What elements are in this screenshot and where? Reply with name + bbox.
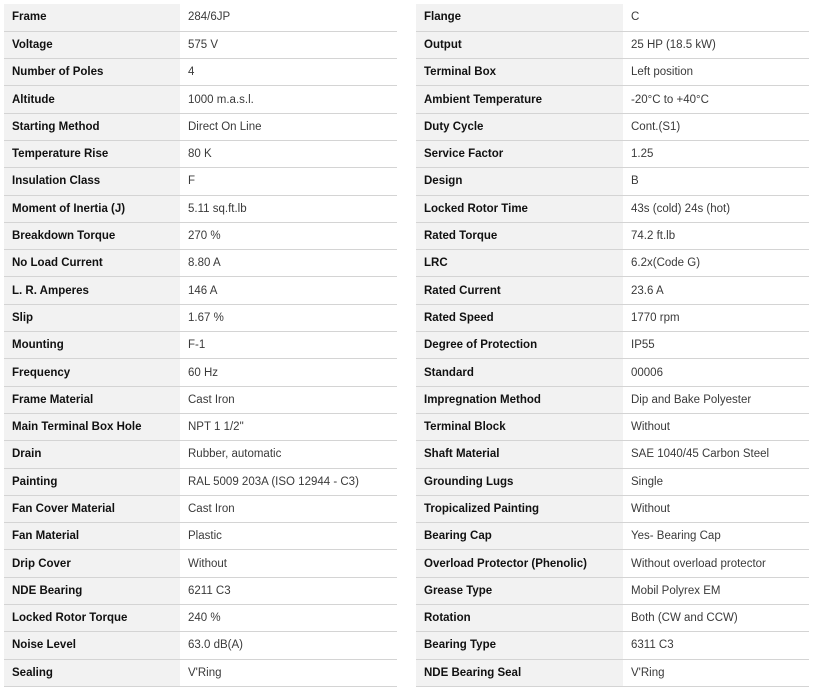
spec-label: Main Terminal Box Hole — [4, 413, 180, 440]
spec-row — [416, 523, 809, 550]
spec-label: Breakdown Torque — [4, 222, 180, 249]
spec-row — [4, 31, 397, 58]
spec-label: Grounding Lugs — [416, 468, 623, 495]
left-spec-table-body — [4, 4, 397, 686]
left-spec-column — [4, 4, 397, 687]
spec-value: Cast Iron — [180, 495, 397, 522]
spec-row — [416, 4, 809, 31]
spec-row — [416, 195, 809, 222]
spec-value: Rubber, automatic — [180, 441, 397, 468]
spec-value: 1770 rpm — [623, 304, 809, 331]
spec-label: Frequency — [4, 359, 180, 386]
right-spec-table — [416, 4, 809, 687]
spec-value: Without — [623, 495, 809, 522]
spec-label: Output — [416, 31, 623, 58]
spec-label: Grease Type — [416, 577, 623, 604]
spec-row — [416, 441, 809, 468]
spec-label: Temperature Rise — [4, 140, 180, 167]
spec-value: C — [623, 4, 809, 31]
spec-value: 74.2 ft.lb — [623, 222, 809, 249]
spec-value: Without — [180, 550, 397, 577]
spec-value: V'Ring — [180, 659, 397, 686]
spec-label: Number of Poles — [4, 59, 180, 86]
spec-value: Cont.(S1) — [623, 113, 809, 140]
spec-value: Without overload protector — [623, 550, 809, 577]
spec-label: Duty Cycle — [416, 113, 623, 140]
spec-row — [4, 277, 397, 304]
spec-row — [416, 113, 809, 140]
spec-row — [4, 632, 397, 659]
spec-row — [416, 222, 809, 249]
spec-value: 1.25 — [623, 140, 809, 167]
spec-value: RAL 5009 203A (ISO 12944 - C3) — [180, 468, 397, 495]
spec-label: Noise Level — [4, 632, 180, 659]
spec-row — [416, 605, 809, 632]
spec-label: Flange — [416, 4, 623, 31]
spec-row — [4, 659, 397, 686]
spec-row — [416, 359, 809, 386]
spec-row — [416, 632, 809, 659]
spec-label: Fan Material — [4, 523, 180, 550]
spec-value: SAE 1040/45 Carbon Steel — [623, 441, 809, 468]
spec-value: 5.11 sq.ft.lb — [180, 195, 397, 222]
spec-label: Slip — [4, 304, 180, 331]
spec-label: Moment of Inertia (J) — [4, 195, 180, 222]
spec-row — [416, 413, 809, 440]
spec-row — [416, 86, 809, 113]
spec-label: Rated Speed — [416, 304, 623, 331]
spec-label: Fan Cover Material — [4, 495, 180, 522]
spec-row — [416, 468, 809, 495]
spec-value: F — [180, 168, 397, 195]
spec-label: Ambient Temperature — [416, 86, 623, 113]
spec-value: 284/6JP — [180, 4, 397, 31]
spec-label: No Load Current — [4, 250, 180, 277]
spec-label: Bearing Cap — [416, 523, 623, 550]
spec-value: 60 Hz — [180, 359, 397, 386]
left-spec-table — [4, 4, 397, 687]
spec-label: Sealing — [4, 659, 180, 686]
spec-row — [4, 86, 397, 113]
spec-label: Overload Protector (Phenolic) — [416, 550, 623, 577]
spec-label: Locked Rotor Torque — [4, 605, 180, 632]
spec-row — [4, 59, 397, 86]
spec-label: Frame — [4, 4, 180, 31]
spec-label: Tropicalized Painting — [416, 495, 623, 522]
spec-row — [4, 222, 397, 249]
spec-value: Plastic — [180, 523, 397, 550]
spec-row — [4, 304, 397, 331]
spec-value: 1000 m.a.s.l. — [180, 86, 397, 113]
spec-row — [4, 441, 397, 468]
spec-value: 240 % — [180, 605, 397, 632]
spec-value: 6311 C3 — [623, 632, 809, 659]
spec-row — [4, 468, 397, 495]
spec-label: Terminal Block — [416, 413, 623, 440]
spec-value: 146 A — [180, 277, 397, 304]
spec-row — [4, 523, 397, 550]
spec-row — [416, 659, 809, 686]
spec-label: Altitude — [4, 86, 180, 113]
spec-value: 575 V — [180, 31, 397, 58]
spec-row — [4, 140, 397, 167]
spec-value: 1.67 % — [180, 304, 397, 331]
right-spec-column — [416, 4, 809, 687]
spec-label: Standard — [416, 359, 623, 386]
spec-label: Painting — [4, 468, 180, 495]
spec-value: Direct On Line — [180, 113, 397, 140]
spec-row — [416, 386, 809, 413]
spec-value: 43s (cold) 24s (hot) — [623, 195, 809, 222]
spec-value: F-1 — [180, 332, 397, 359]
spec-row — [416, 140, 809, 167]
spec-value: Left position — [623, 59, 809, 86]
spec-value: 80 K — [180, 140, 397, 167]
spec-value: 4 — [180, 59, 397, 86]
spec-label: Terminal Box — [416, 59, 623, 86]
spec-label: Service Factor — [416, 140, 623, 167]
spec-row — [416, 495, 809, 522]
spec-value: 63.0 dB(A) — [180, 632, 397, 659]
spec-label: Impregnation Method — [416, 386, 623, 413]
spec-value: Cast Iron — [180, 386, 397, 413]
spec-label: Rotation — [416, 605, 623, 632]
spec-value: 23.6 A — [623, 277, 809, 304]
spec-row — [4, 4, 397, 31]
spec-label: NDE Bearing — [4, 577, 180, 604]
spec-value: 00006 — [623, 359, 809, 386]
spec-value: Without — [623, 413, 809, 440]
spec-row — [416, 168, 809, 195]
spec-value: 270 % — [180, 222, 397, 249]
spec-row — [4, 113, 397, 140]
spec-value: NPT 1 1/2" — [180, 413, 397, 440]
spec-label: L. R. Amperes — [4, 277, 180, 304]
spec-label: Voltage — [4, 31, 180, 58]
spec-value: Mobil Polyrex EM — [623, 577, 809, 604]
spec-label: NDE Bearing Seal — [416, 659, 623, 686]
spec-value: Yes- Bearing Cap — [623, 523, 809, 550]
spec-label: Starting Method — [4, 113, 180, 140]
spec-value: 8.80 A — [180, 250, 397, 277]
right-spec-table-body — [416, 4, 809, 686]
spec-label: Mounting — [4, 332, 180, 359]
spec-row — [4, 250, 397, 277]
spec-row — [416, 550, 809, 577]
spec-row — [416, 304, 809, 331]
spec-label: Rated Current — [416, 277, 623, 304]
spec-label: Drain — [4, 441, 180, 468]
spec-value: 25 HP (18.5 kW) — [623, 31, 809, 58]
spec-row — [416, 31, 809, 58]
spec-label: Insulation Class — [4, 168, 180, 195]
spec-value: -20°C to +40°C — [623, 86, 809, 113]
spec-value: 6211 C3 — [180, 577, 397, 604]
spec-value: Single — [623, 468, 809, 495]
spec-row — [4, 359, 397, 386]
spec-row — [416, 250, 809, 277]
spec-row — [4, 495, 397, 522]
spec-row — [416, 577, 809, 604]
spec-row — [4, 413, 397, 440]
spec-value: 6.2x(Code G) — [623, 250, 809, 277]
spec-row — [4, 332, 397, 359]
spec-label: Locked Rotor Time — [416, 195, 623, 222]
spec-row — [4, 577, 397, 604]
spec-row — [4, 386, 397, 413]
spec-label: LRC — [416, 250, 623, 277]
spec-value: Both (CW and CCW) — [623, 605, 809, 632]
spec-row — [4, 168, 397, 195]
spec-label: Degree of Protection — [416, 332, 623, 359]
spec-value: V'Ring — [623, 659, 809, 686]
spec-value: IP55 — [623, 332, 809, 359]
spec-value: B — [623, 168, 809, 195]
spec-label: Drip Cover — [4, 550, 180, 577]
spec-row — [4, 605, 397, 632]
spec-label: Shaft Material — [416, 441, 623, 468]
spec-row — [416, 332, 809, 359]
spec-label: Design — [416, 168, 623, 195]
spec-row — [416, 59, 809, 86]
spec-row — [4, 195, 397, 222]
spec-label: Rated Torque — [416, 222, 623, 249]
spec-label: Bearing Type — [416, 632, 623, 659]
spec-value: Dip and Bake Polyester — [623, 386, 809, 413]
spec-row — [416, 277, 809, 304]
spec-label: Frame Material — [4, 386, 180, 413]
spec-row — [4, 550, 397, 577]
